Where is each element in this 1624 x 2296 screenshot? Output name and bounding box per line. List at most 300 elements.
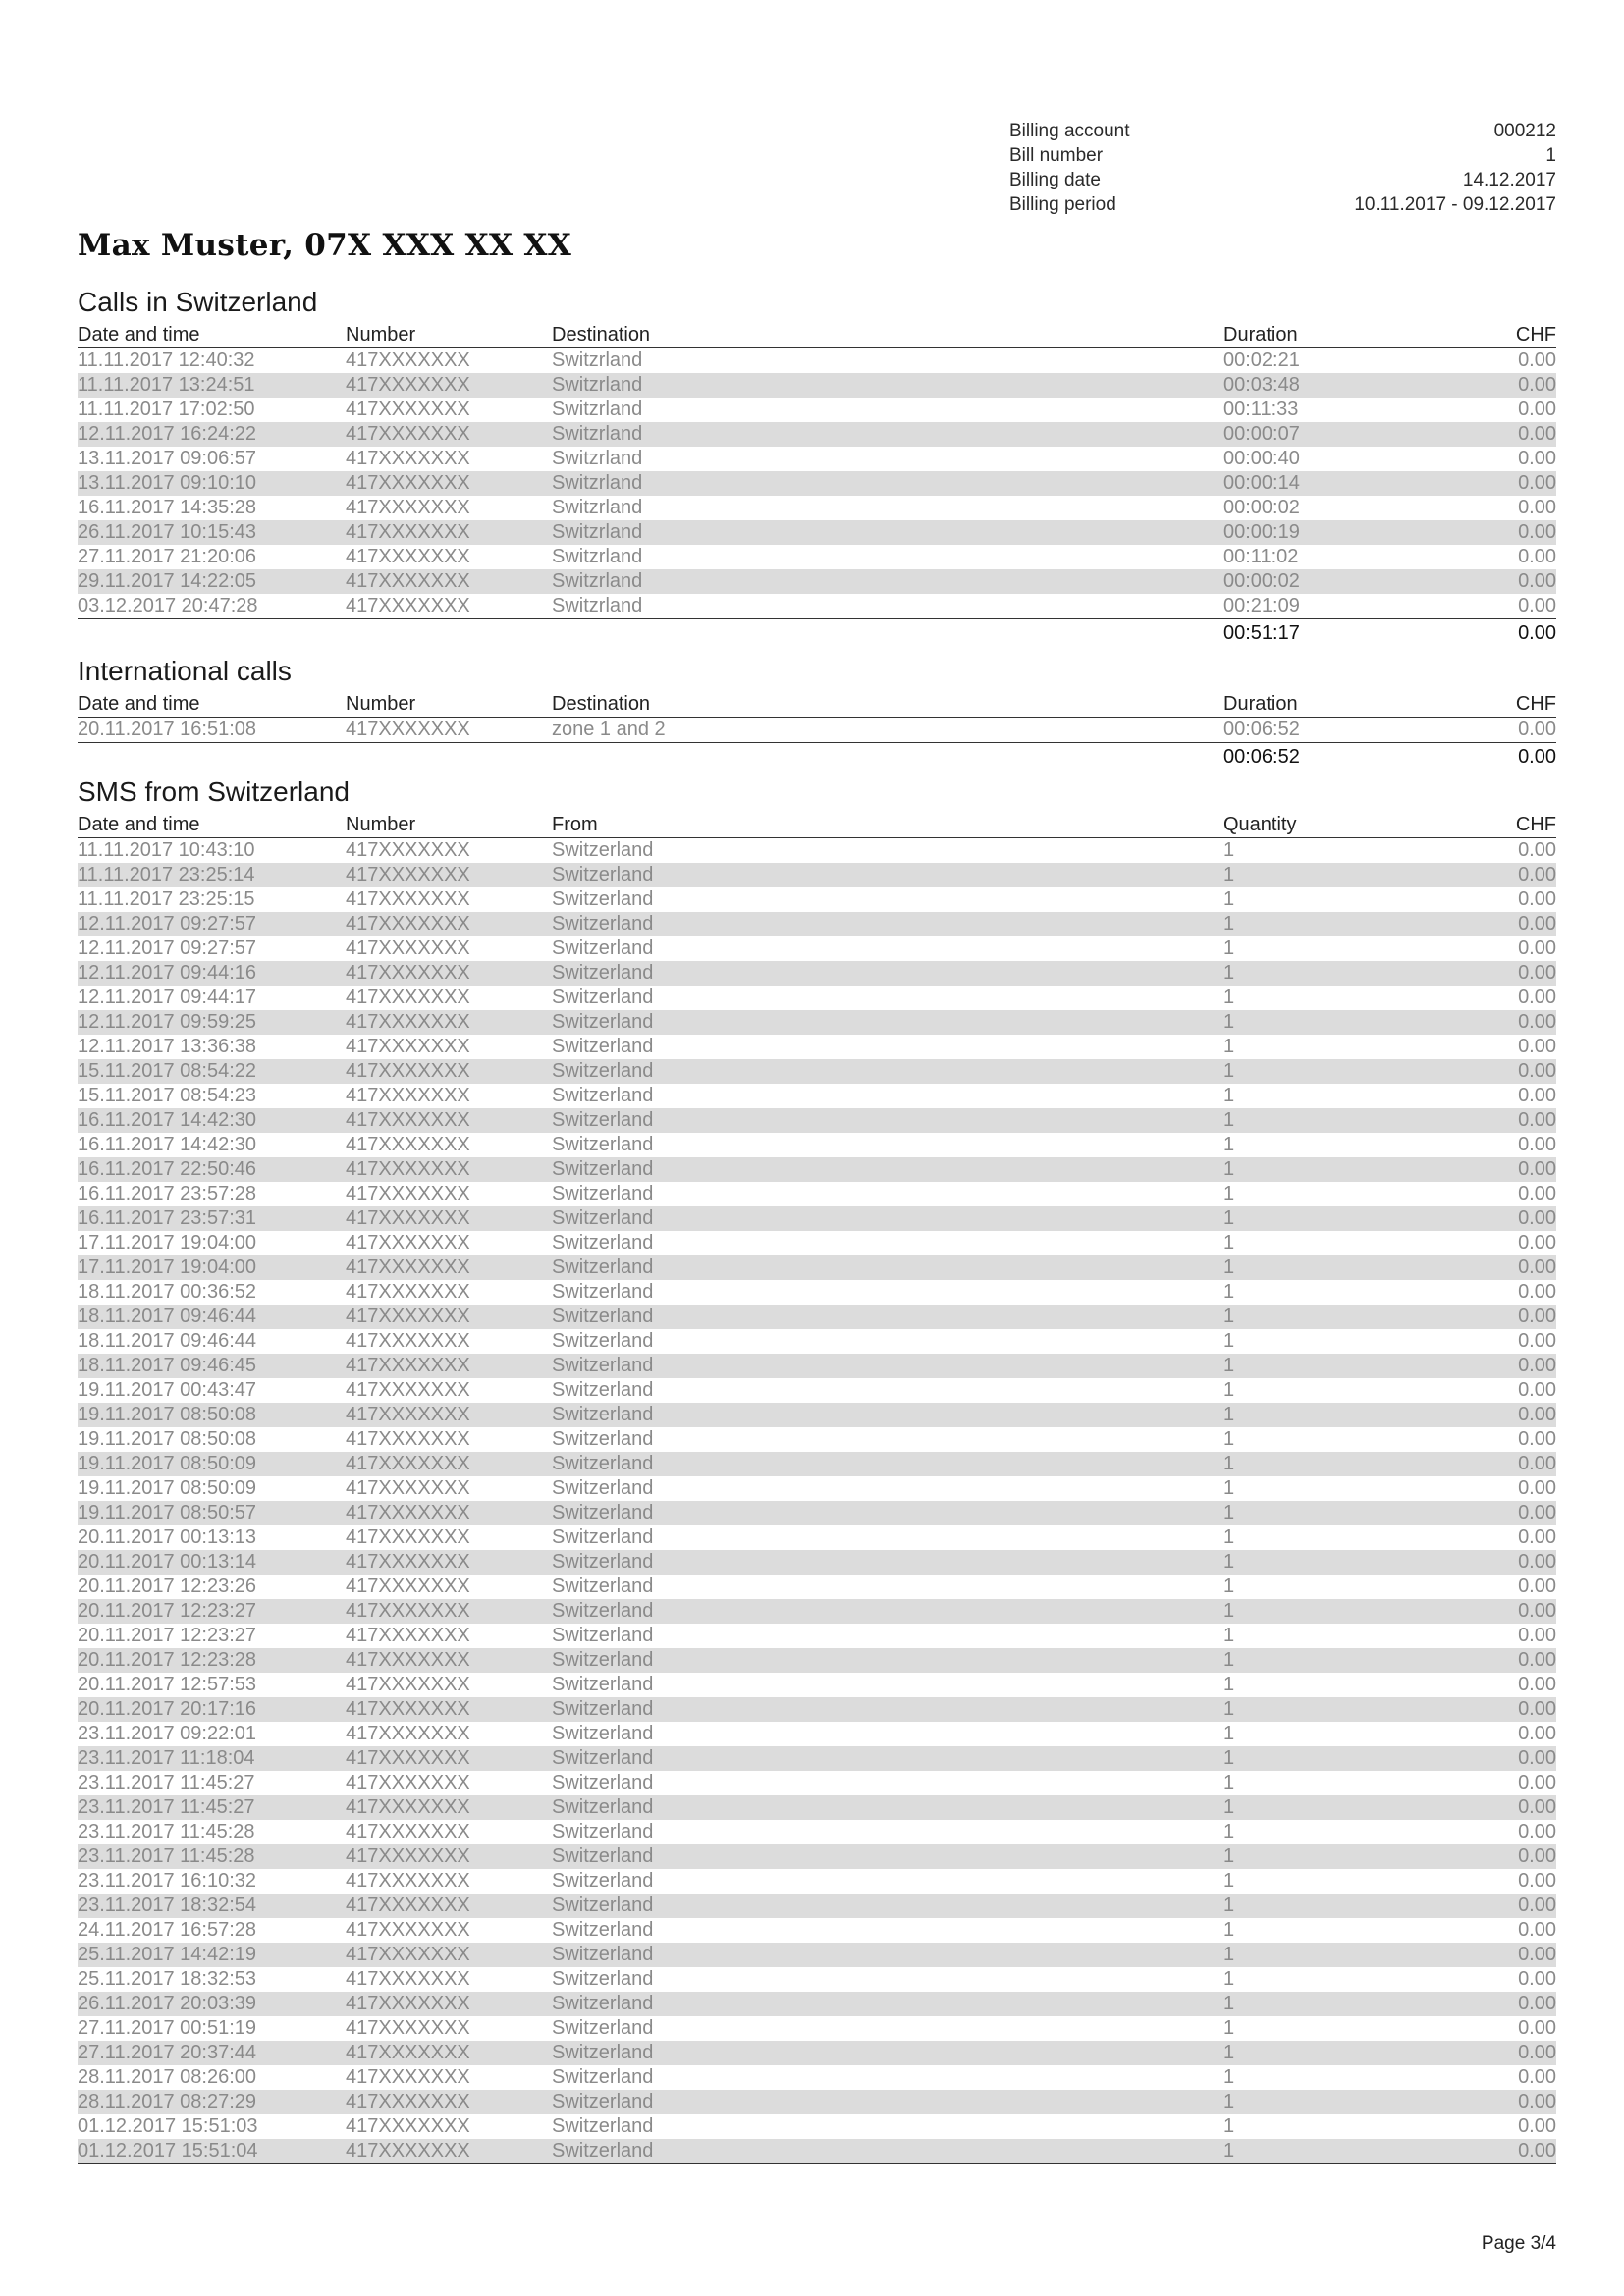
table-cell: Switzerland <box>552 1183 654 1204</box>
table-cell: Switzerland <box>552 1011 654 1033</box>
table-cell: 1 <box>1223 1428 1235 1450</box>
table-cell: 417XXXXXXX <box>346 1158 470 1180</box>
table-cell: 417XXXXXXX <box>346 521 470 543</box>
table-cell: 16.11.2017 14:35:28 <box>78 497 257 518</box>
table-cell: 29.11.2017 14:22:05 <box>78 570 257 592</box>
table-cell: 23.11.2017 18:32:54 <box>78 1895 257 1916</box>
table-cell: 1 <box>1223 962 1235 984</box>
table-cell: Switzrland <box>552 374 643 396</box>
table-cell: Switzerland <box>552 2091 654 2112</box>
table-cell: 0.00 <box>1518 1085 1556 1106</box>
column-header: Number <box>346 324 416 346</box>
column-header: Quantity <box>1223 814 1297 835</box>
table-cell: 18.11.2017 00:36:52 <box>78 1281 257 1303</box>
table-row <box>78 398 1556 422</box>
table-cell: 20.11.2017 12:57:53 <box>78 1674 257 1695</box>
table-cell: 23.11.2017 11:18:04 <box>78 1747 255 1769</box>
table-cell: 0.00 <box>1518 2140 1556 2162</box>
table-cell: 0.00 <box>1518 1060 1556 1082</box>
table-cell: Switzerland <box>552 839 654 861</box>
table-row <box>78 1501 1556 1525</box>
table-cell: Switzerland <box>552 913 654 934</box>
table-cell: 417XXXXXXX <box>346 546 470 567</box>
table-cell: 417XXXXXXX <box>346 1060 470 1082</box>
table-cell: 417XXXXXXX <box>346 987 470 1008</box>
table-row <box>78 1157 1556 1182</box>
table-cell: Switzerland <box>552 1404 654 1425</box>
column-header: CHF <box>1515 693 1556 715</box>
table-cell: 417XXXXXXX <box>346 2091 470 2112</box>
table-cell: 00:00:02 <box>1223 497 1300 518</box>
table-cell: 417XXXXXXX <box>346 1551 470 1573</box>
table-cell: 417XXXXXXX <box>346 864 470 885</box>
table-cell: Switzerland <box>552 1968 654 1990</box>
table-cell: 20.11.2017 12:23:27 <box>78 1600 257 1622</box>
table-cell: 0.00 <box>1518 1551 1556 1573</box>
table-cell: 1 <box>1223 1011 1235 1033</box>
column-header: Number <box>346 693 416 715</box>
table-cell: 00:00:07 <box>1223 423 1300 445</box>
table-cell: 20.11.2017 00:13:14 <box>78 1551 257 1573</box>
table-cell: 417XXXXXXX <box>346 1600 470 1622</box>
table-cell: Switzrland <box>552 423 643 445</box>
table-row <box>78 1403 1556 1427</box>
table-row <box>78 373 1556 398</box>
table-cell: 1 <box>1223 1134 1235 1155</box>
table-row <box>78 1844 1556 1869</box>
table-cell: 0.00 <box>1518 1281 1556 1303</box>
table-row <box>78 2065 1556 2090</box>
table-cell: 18.11.2017 09:46:44 <box>78 1306 257 1327</box>
page-number: Page 3/4 <box>1481 2233 1556 2254</box>
table-row <box>78 863 1556 887</box>
table-cell: 417XXXXXXX <box>346 1845 470 1867</box>
table-cell: Switzrland <box>552 521 643 543</box>
table-cell: 28.11.2017 08:26:00 <box>78 2066 257 2088</box>
table-cell: 03.12.2017 20:47:28 <box>78 595 258 616</box>
table-cell: Switzerland <box>552 1575 654 1597</box>
table-cell: 27.11.2017 00:51:19 <box>78 2017 257 2039</box>
table-cell: 417XXXXXXX <box>346 1919 470 1941</box>
table-row <box>78 1771 1556 1795</box>
table-cell: Switzerland <box>552 1993 654 2014</box>
table-cell: 417XXXXXXX <box>346 719 470 740</box>
table-cell: 0.00 <box>1518 1306 1556 1327</box>
table-cell: 417XXXXXXX <box>346 1575 470 1597</box>
table-cell: 11.11.2017 23:25:15 <box>78 888 255 910</box>
table-row <box>78 912 1556 936</box>
table-cell: Switzrland <box>552 349 643 371</box>
table-row <box>78 1894 1556 1918</box>
table-cell: 417XXXXXXX <box>346 1232 470 1254</box>
table-cell: 1 <box>1223 1895 1235 1916</box>
table-row <box>78 348 1556 373</box>
table-row <box>78 545 1556 569</box>
table-cell: 0.00 <box>1518 888 1556 910</box>
billing-meta <box>1009 119 1556 217</box>
table-cell: 20.11.2017 12:23:27 <box>78 1625 257 1646</box>
table-cell: 0.00 <box>1518 374 1556 396</box>
table-cell: 11.11.2017 17:02:50 <box>78 399 255 420</box>
table-body <box>78 348 1556 619</box>
column-header: Number <box>346 814 416 835</box>
table-header <box>78 691 1556 718</box>
table-cell: 0.00 <box>1518 1968 1556 1990</box>
table-cell: 1 <box>1223 1183 1235 1204</box>
table-cell: 0.00 <box>1518 1821 1556 1842</box>
table-cell: 417XXXXXXX <box>346 2017 470 2039</box>
table-cell: 417XXXXXXX <box>346 2042 470 2063</box>
table-cell: 11.11.2017 13:24:51 <box>78 374 255 396</box>
table-cell: 18.11.2017 09:46:45 <box>78 1355 257 1376</box>
table-cell: Switzerland <box>552 1085 654 1106</box>
table-cell: 417XXXXXXX <box>346 399 470 420</box>
table-cell: Switzerland <box>552 888 654 910</box>
table-cell: Switzerland <box>552 1625 654 1646</box>
table-cell: Switzerland <box>552 1477 654 1499</box>
table-cell: 417XXXXXXX <box>346 1011 470 1033</box>
table-cell: 1 <box>1223 1821 1235 1842</box>
table-cell: 16.11.2017 22:50:46 <box>78 1158 257 1180</box>
table-cell: 417XXXXXXX <box>346 570 470 592</box>
table-cell: 0.00 <box>1518 1870 1556 1892</box>
customer-name: Max Muster, 07X XXX XX XX <box>78 228 572 263</box>
total-row <box>78 619 1556 647</box>
table-cell: 417XXXXXXX <box>346 1183 470 1204</box>
table-row <box>78 1427 1556 1452</box>
table-cell: 00:00:40 <box>1223 448 1300 469</box>
table-cell: Switzrland <box>552 546 643 567</box>
table-row <box>78 1476 1556 1501</box>
total-chf: 0.00 <box>1518 746 1556 768</box>
table-cell: 1 <box>1223 1551 1235 1573</box>
table-row <box>78 1525 1556 1550</box>
table-cell: 417XXXXXXX <box>346 1428 470 1450</box>
table-header <box>78 322 1556 348</box>
meta-row: Bill number 1 <box>1009 145 1556 166</box>
table-cell: 417XXXXXXX <box>346 1968 470 1990</box>
table-cell: zone 1 and 2 <box>552 719 666 740</box>
table-row <box>78 1354 1556 1378</box>
table-cell: Switzerland <box>552 1232 654 1254</box>
table-cell: 417XXXXXXX <box>346 1625 470 1646</box>
table-row <box>78 1624 1556 1648</box>
table-cell: 15.11.2017 08:54:23 <box>78 1085 257 1106</box>
table-cell: Switzerland <box>552 1796 654 1818</box>
table-cell: Switzrland <box>552 570 643 592</box>
table-cell: 0.00 <box>1518 1502 1556 1523</box>
table-row <box>78 520 1556 545</box>
table-cell: Switzerland <box>552 1281 654 1303</box>
table-cell: 1 <box>1223 839 1235 861</box>
table-cell: 26.11.2017 20:03:39 <box>78 1993 257 2014</box>
table-cell: 17.11.2017 19:04:00 <box>78 1256 257 1278</box>
table-cell: 1 <box>1223 1747 1235 1769</box>
table-cell: 417XXXXXXX <box>346 1085 470 1106</box>
table-cell: 0.00 <box>1518 1600 1556 1622</box>
column-header: Destination <box>552 324 651 346</box>
international-calls-section <box>78 652 1556 771</box>
table-cell: 1 <box>1223 987 1235 1008</box>
table-cell: 11.11.2017 23:25:14 <box>78 864 255 885</box>
table-row <box>78 1992 1556 2016</box>
table-cell: 1 <box>1223 1600 1235 1622</box>
table-cell: 00:00:14 <box>1223 472 1300 494</box>
column-header: Destination <box>552 693 651 715</box>
table-cell: 417XXXXXXX <box>346 1453 470 1474</box>
table-cell: 12.11.2017 13:36:38 <box>78 1036 257 1057</box>
sms-section <box>78 773 1556 2164</box>
table-cell: 0.00 <box>1518 349 1556 371</box>
table-row <box>78 1869 1556 1894</box>
table-cell: 23.11.2017 16:10:32 <box>78 1870 257 1892</box>
table-cell: Switzerland <box>552 1551 654 1573</box>
table-cell: 0.00 <box>1518 1698 1556 1720</box>
meta-row: Billing date 14.12.2017 <box>1009 170 1556 190</box>
table-cell: 1 <box>1223 1575 1235 1597</box>
table-cell: 0.00 <box>1518 1993 1556 2014</box>
table-row <box>78 936 1556 961</box>
table-cell: 23.11.2017 11:45:27 <box>78 1796 255 1818</box>
table-cell: 1 <box>1223 888 1235 910</box>
section-title: Calls in Switzerland <box>78 287 318 317</box>
table-cell: 0.00 <box>1518 1158 1556 1180</box>
table-cell: 19.11.2017 08:50:08 <box>78 1428 257 1450</box>
table-cell: 1 <box>1223 913 1235 934</box>
table-cell: 0.00 <box>1518 570 1556 592</box>
table-row <box>78 594 1556 618</box>
table-cell: 0.00 <box>1518 1919 1556 1941</box>
table-cell: 1 <box>1223 1870 1235 1892</box>
table-cell: 417XXXXXXX <box>346 1944 470 1965</box>
table-cell: 20.11.2017 12:23:26 <box>78 1575 257 1597</box>
table-row <box>78 1697 1556 1722</box>
table-cell: 0.00 <box>1518 1404 1556 1425</box>
table-cell: 417XXXXXXX <box>346 1281 470 1303</box>
table-cell: 417XXXXXXX <box>346 1109 470 1131</box>
table-cell: 0.00 <box>1518 1477 1556 1499</box>
table-cell: 0.00 <box>1518 546 1556 567</box>
table-row <box>78 1943 1556 1967</box>
table-row <box>78 1059 1556 1084</box>
table-row <box>78 1255 1556 1280</box>
table-cell: Switzerland <box>552 1330 654 1352</box>
table-cell: 11.11.2017 12:40:32 <box>78 349 255 371</box>
table-cell: 23.11.2017 11:45:28 <box>78 1821 255 1842</box>
table-cell: 01.12.2017 15:51:03 <box>78 2115 258 2137</box>
table-cell: 00:00:02 <box>1223 570 1300 592</box>
table-row <box>78 1010 1556 1035</box>
table-cell: 1 <box>1223 2140 1235 2162</box>
table-cell: 0.00 <box>1518 1723 1556 1744</box>
table-cell: 417XXXXXXX <box>346 962 470 984</box>
table-cell: 0.00 <box>1518 448 1556 469</box>
table-cell: 16.11.2017 14:42:30 <box>78 1109 257 1131</box>
table-cell: 0.00 <box>1518 719 1556 740</box>
column-header: CHF <box>1515 324 1556 346</box>
table-cell: Switzerland <box>552 1944 654 1965</box>
table-body <box>78 838 1556 2164</box>
table-row <box>78 718 1556 742</box>
table-cell: 1 <box>1223 1379 1235 1401</box>
table-cell: 00:11:33 <box>1223 399 1299 420</box>
table-cell: 417XXXXXXX <box>346 1674 470 1695</box>
table-cell: 0.00 <box>1518 1428 1556 1450</box>
table-cell: Switzrland <box>552 497 643 518</box>
table-cell: 1 <box>1223 1060 1235 1082</box>
table-cell: 1 <box>1223 1256 1235 1278</box>
table-cell: 0.00 <box>1518 839 1556 861</box>
table-cell: 00:00:19 <box>1223 521 1300 543</box>
table-cell: 0.00 <box>1518 2042 1556 2063</box>
table-cell: Switzerland <box>552 2017 654 2039</box>
table-row <box>78 1108 1556 1133</box>
column-header: CHF <box>1515 814 1556 835</box>
table-cell: Switzerland <box>552 2115 654 2137</box>
column-header: From <box>552 814 598 835</box>
table-cell: 417XXXXXXX <box>346 1993 470 2014</box>
table-cell: 0.00 <box>1518 1134 1556 1155</box>
table-row <box>78 1133 1556 1157</box>
total-duration: 00:06:52 <box>1223 746 1300 768</box>
table-cell: 0.00 <box>1518 472 1556 494</box>
column-header: Duration <box>1223 324 1298 346</box>
table-cell: Switzerland <box>552 1723 654 1744</box>
table-cell: 0.00 <box>1518 1355 1556 1376</box>
table-row <box>78 2041 1556 2065</box>
table-cell: 26.11.2017 10:15:43 <box>78 521 257 543</box>
table-cell: 1 <box>1223 1281 1235 1303</box>
table-cell: Switzerland <box>552 1895 654 1916</box>
table-row <box>78 1329 1556 1354</box>
table-cell: Switzerland <box>552 1109 654 1131</box>
table-cell: Switzerland <box>552 1772 654 1793</box>
table-cell: 417XXXXXXX <box>346 2066 470 2088</box>
table-cell: 0.00 <box>1518 1575 1556 1597</box>
table-cell: Switzerland <box>552 1674 654 1695</box>
table-cell: 417XXXXXXX <box>346 1723 470 1744</box>
table-cell: 1 <box>1223 1207 1235 1229</box>
table-cell: 0.00 <box>1518 1625 1556 1646</box>
table-cell: 417XXXXXXX <box>346 913 470 934</box>
table-cell: Switzerland <box>552 1158 654 1180</box>
table-cell: 00:02:21 <box>1223 349 1300 371</box>
table-row <box>78 1550 1556 1575</box>
table-cell: 13.11.2017 09:06:57 <box>78 448 257 469</box>
table-cell: Switzrland <box>552 399 643 420</box>
table-cell: 00:21:09 <box>1223 595 1300 616</box>
table-cell: 417XXXXXXX <box>346 1870 470 1892</box>
table-cell: Switzerland <box>552 1379 654 1401</box>
table-cell: 0.00 <box>1518 2066 1556 2088</box>
table-cell: 1 <box>1223 1796 1235 1818</box>
table-cell: 16.11.2017 14:42:30 <box>78 1134 257 1155</box>
table-cell: 0.00 <box>1518 1330 1556 1352</box>
table-cell: 0.00 <box>1518 1845 1556 1867</box>
table-row <box>78 2090 1556 2114</box>
table-cell: 0.00 <box>1518 913 1556 934</box>
table-cell: 0.00 <box>1518 864 1556 885</box>
table-cell: Switzrland <box>552 472 643 494</box>
section-title: SMS from Switzerland <box>78 776 350 807</box>
table-cell: 1 <box>1223 1453 1235 1474</box>
table-cell: 0.00 <box>1518 962 1556 984</box>
table-cell: Switzerland <box>552 1207 654 1229</box>
table-cell: Switzerland <box>552 937 654 959</box>
column-header: Date and time <box>78 693 200 715</box>
table-cell: 417XXXXXXX <box>346 595 470 616</box>
table-cell: 0.00 <box>1518 1526 1556 1548</box>
table-cell: 1 <box>1223 1723 1235 1744</box>
table-cell: 417XXXXXXX <box>346 839 470 861</box>
table-row <box>78 471 1556 496</box>
table-cell: 417XXXXXXX <box>346 1330 470 1352</box>
table-cell: Switzerland <box>552 1526 654 1548</box>
table-cell: 1 <box>1223 937 1235 959</box>
table-cell: 1 <box>1223 2017 1235 2039</box>
table-cell: Switzerland <box>552 1845 654 1867</box>
table-cell: 1 <box>1223 1993 1235 2014</box>
table-cell: 417XXXXXXX <box>346 1526 470 1548</box>
table-cell: Switzerland <box>552 1649 654 1671</box>
table-cell: 1 <box>1223 2115 1235 2137</box>
table-cell: 19.11.2017 08:50:09 <box>78 1453 257 1474</box>
table-cell: 417XXXXXXX <box>346 1698 470 1720</box>
table-row <box>78 1231 1556 1255</box>
table-cell: 12.11.2017 09:27:57 <box>78 937 257 959</box>
table-cell: 00:06:52 <box>1223 719 1300 740</box>
table-cell: 417XXXXXXX <box>346 2115 470 2137</box>
table-cell: 1 <box>1223 1232 1235 1254</box>
table-cell: 18.11.2017 09:46:44 <box>78 1330 257 1352</box>
table-cell: 1 <box>1223 1674 1235 1695</box>
table-cell: 1 <box>1223 1625 1235 1646</box>
table-cell: Switzerland <box>552 2140 654 2162</box>
table-cell: Switzerland <box>552 1698 654 1720</box>
table-cell: 12.11.2017 09:27:57 <box>78 913 257 934</box>
table-cell: 0.00 <box>1518 1207 1556 1229</box>
table-cell: 417XXXXXXX <box>346 1036 470 1057</box>
table-cell: 1 <box>1223 1036 1235 1057</box>
table-cell: 1 <box>1223 1109 1235 1131</box>
table-cell: 12.11.2017 09:59:25 <box>78 1011 257 1033</box>
table-cell: 1 <box>1223 1698 1235 1720</box>
table-cell: 1 <box>1223 1158 1235 1180</box>
table-cell: Switzerland <box>552 1306 654 1327</box>
table-cell: 417XXXXXXX <box>346 1895 470 1916</box>
table-row <box>78 1280 1556 1305</box>
table-cell: 19.11.2017 00:43:47 <box>78 1379 257 1401</box>
table-row <box>78 496 1556 520</box>
table-cell: 25.11.2017 18:32:53 <box>78 1968 257 1990</box>
table-cell: 417XXXXXXX <box>346 1306 470 1327</box>
table-cell: Switzrland <box>552 448 643 469</box>
table-cell: Switzerland <box>552 1870 654 1892</box>
table-row <box>78 1673 1556 1697</box>
table-cell: 0.00 <box>1518 1895 1556 1916</box>
table-cell: Switzerland <box>552 962 654 984</box>
table-cell: Switzerland <box>552 987 654 1008</box>
table-cell: 20.11.2017 16:51:08 <box>78 719 257 740</box>
table-cell: 19.11.2017 08:50:09 <box>78 1477 257 1499</box>
table-cell: 1 <box>1223 1355 1235 1376</box>
table-cell: 19.11.2017 08:50:57 <box>78 1502 257 1523</box>
table-cell: 1 <box>1223 2066 1235 2088</box>
table-row <box>78 2114 1556 2139</box>
table-cell: 417XXXXXXX <box>346 448 470 469</box>
table-cell: 27.11.2017 21:20:06 <box>78 546 257 567</box>
table-cell: 0.00 <box>1518 1256 1556 1278</box>
